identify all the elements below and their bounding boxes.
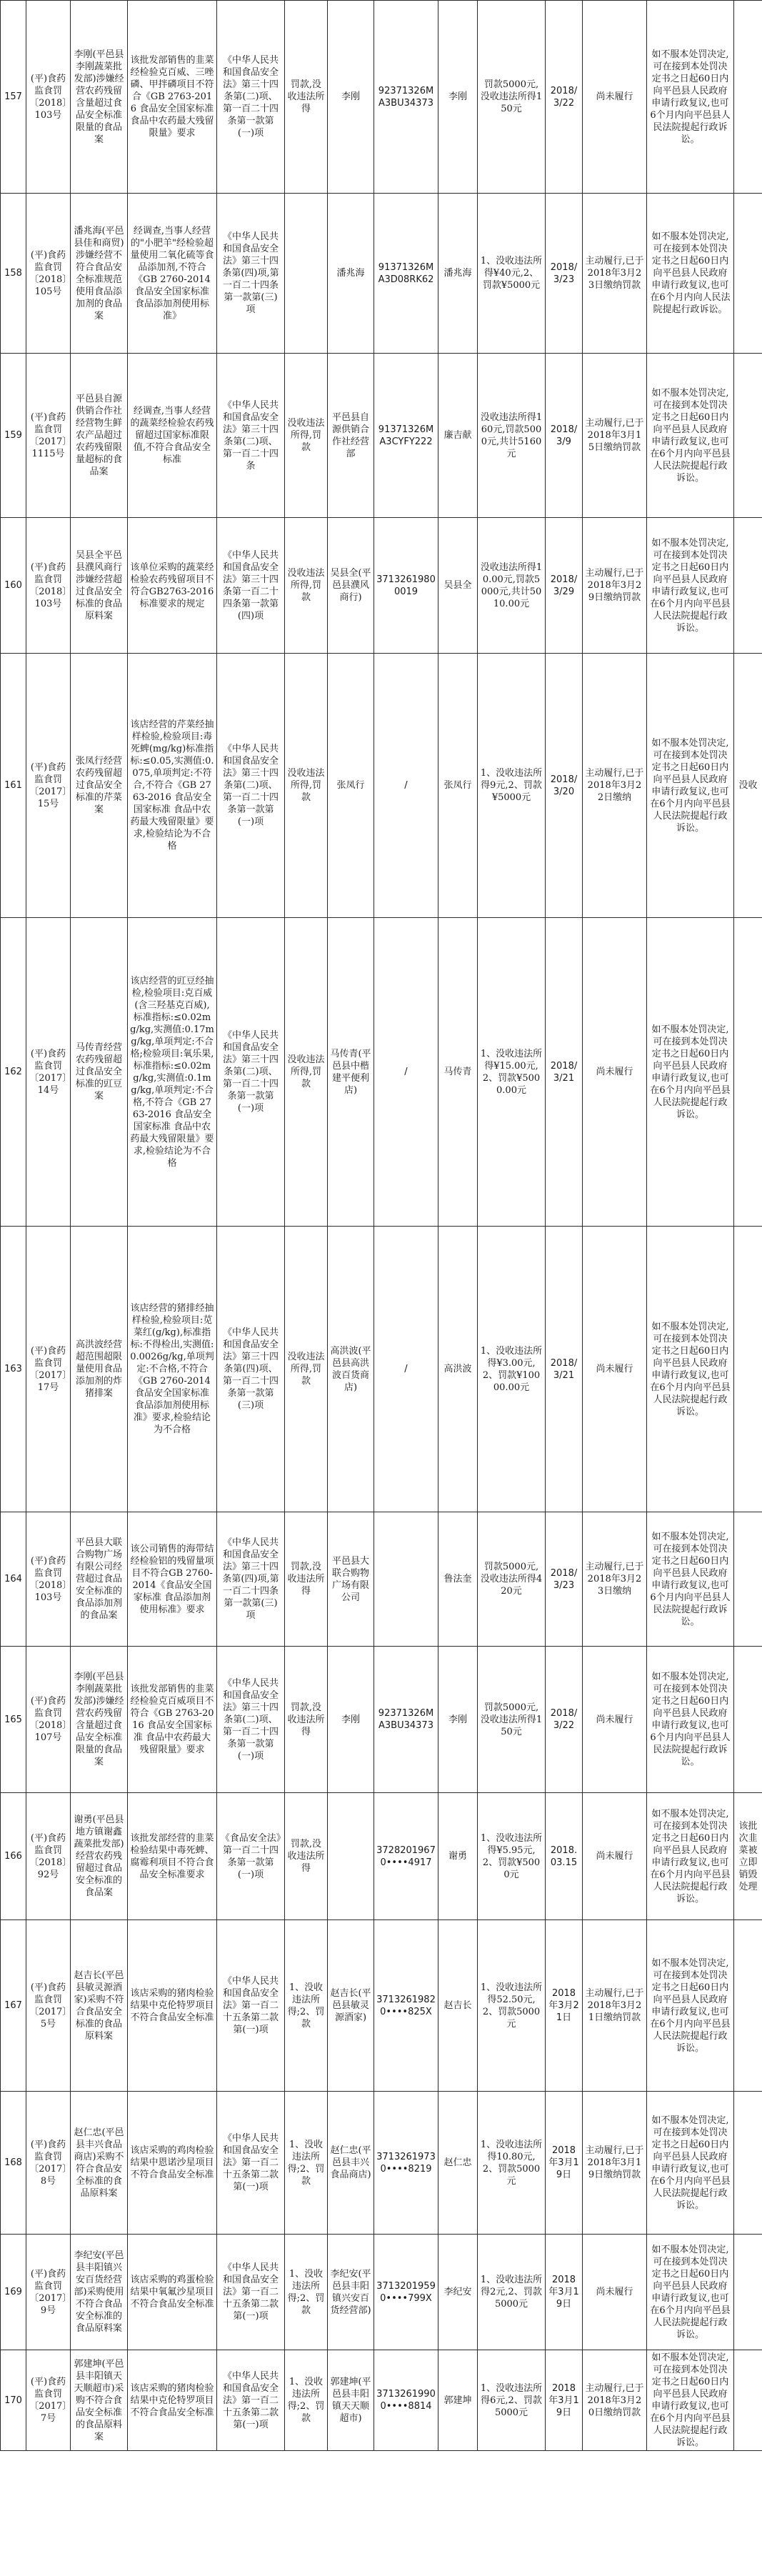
credit-code: 37132619900••••8814 — [374, 2350, 438, 2451]
execution-status: 主动履行,已于2018年3月15日缴纳罚款 — [583, 354, 647, 518]
party-name: 李纪安(平邑县丰阳镇兴安百货经营部) — [328, 2235, 374, 2350]
case-name: 马传青经营农药残留超过食品安全标准的豇豆案 — [71, 918, 128, 1227]
case-number: (平)食药监食罚〔2017〕14号 — [26, 918, 71, 1227]
penalty-content: 罚款5000元,没收违法所得150元 — [478, 1647, 546, 1793]
execution-status: 尚未履行 — [583, 1, 647, 194]
credit-code: 37132619800019 — [374, 518, 438, 654]
decision-date: 2018年3月19日 — [546, 2350, 583, 2451]
case-number: (平)食药监食罚〔2018〕103号 — [26, 518, 71, 654]
execution-status: 主动履行,已于2018年3月29日缴纳罚款 — [583, 518, 647, 654]
party-name: 李刚 — [328, 1, 374, 194]
violation-facts: 该店采购的鸡蛋检验结果中氧氟沙星项目不符合食品安全标准 — [128, 2235, 217, 2350]
execution-status: 主动履行,已于2018年3月21日缴纳罚款 — [583, 1920, 647, 2092]
penalty-type: 没收违法所得,罚款 — [285, 654, 328, 918]
row-number: 159 — [1, 354, 26, 518]
remark — [734, 518, 762, 654]
penalty-basis: 《中华人民共和国食品安全法》第三十四条第(二)项、第一百二十四条第一款第(一)项 — [217, 654, 285, 918]
remedy-notice: 如不服本处罚决定,可在接到本处罚决定书之日起60日内向平邑县人民政府申请行政复议,也可在6个月内向平邑县人民法院提起行政诉讼。 — [647, 1227, 734, 1512]
legal-person: 李纪安 — [438, 2235, 478, 2350]
penalty-basis: 《中华人民共和国食品安全法》第一百二十五条第二款第(一)项 — [217, 1920, 285, 2092]
legal-person: 李刚 — [438, 1, 478, 194]
execution-status: 尚未履行 — [583, 918, 647, 1227]
penalty-basis: 《中华人民共和国食品安全法》第三十四条第(二)项、第一百二十四条第一款第(一)项 — [217, 1647, 285, 1793]
party-name: 潘兆海 — [328, 194, 374, 354]
case-number: (平)食药监食罚〔2017〕7号 — [26, 2350, 71, 2451]
execution-status: 主动履行,已于2018年3月19日缴纳罚款 — [583, 2092, 647, 2235]
remark — [734, 1920, 762, 2092]
penalty-content: 没收违法所得10.00元,罚款5000元,共计5010.00元 — [478, 518, 546, 654]
penalty-type: 1、没收违法所得;2、罚款 — [285, 2092, 328, 2235]
legal-person: 潘兆海 — [438, 194, 478, 354]
remark — [734, 2350, 762, 2451]
credit-code: 37282019670••••4917 — [374, 1793, 438, 1920]
credit-code: 92371326MA3BU34373 — [374, 1, 438, 194]
remedy-notice: 如不服本处罚决定,可在接到本处罚决定书之日起60日内向平邑县人民政府申请行政复议,也可在6个月内向平邑县人民法院提起行政诉讼。 — [647, 2092, 734, 2235]
penalty-type: 罚款,没收违法所得 — [285, 1793, 328, 1920]
penalty-type: 1、没收违法所得;2、罚款 — [285, 2235, 328, 2350]
remark — [734, 354, 762, 518]
decision-date: 2018/3/22 — [546, 1647, 583, 1793]
row-number: 164 — [1, 1512, 26, 1647]
party-name: 赵仁忠(平邑县丰兴食品商店) — [328, 2092, 374, 2235]
case-name: 赵仁忠(平邑县丰兴食品商店)采购不符合食品安全标准的食品原料案 — [71, 2092, 128, 2235]
case-number: (平)食药监食罚〔2018〕105号 — [26, 194, 71, 354]
row-number: 160 — [1, 518, 26, 654]
table-row — [1, 1793, 762, 1920]
table-row — [1, 194, 762, 354]
case-number: (平)食药监食罚〔2017〕1115号 — [26, 354, 71, 518]
violation-facts: 该公司销售的海带结经检验铝的残留量项目不符合GB 2760-2014《食品安全国家标准 食品添加剂使用标准》要求 — [128, 1512, 217, 1647]
violation-facts: 该批发部销售的韭菜经检验克百威、三唑磷、甲拌磷项目不符合《GB 2763-2016 食品安全国家标准 食品中农药最大残留限量》要求 — [128, 1, 217, 194]
legal-person: 鲁法奎 — [438, 1512, 478, 1647]
penalty-content: 1、没收违法所得52.50元,2、罚款5000元 — [478, 1920, 546, 2092]
violation-facts: 该店采购的猪肉检验结果中克伦特罗项目不符合食品安全标准 — [128, 1920, 217, 2092]
party-name: 吴县全(平邑县濮风商行) — [328, 518, 374, 654]
row-number: 166 — [1, 1793, 26, 1920]
decision-date: 2018/3/21 — [546, 918, 583, 1227]
penalty-type: 1、没收违法所得;2、罚款 — [285, 1920, 328, 2092]
remark — [734, 1512, 762, 1647]
violation-facts: 经调查,当事人经营的蔬菜经检验农药残留超过国家标准限值,不符合食品安全标准 — [128, 354, 217, 518]
penalty-content: 没收违法所得160元,罚款5000元,共计5160元 — [478, 354, 546, 518]
penalty-content: 罚款5000元,没收违法所得150元 — [478, 1, 546, 194]
party-name: 李刚 — [328, 1647, 374, 1793]
violation-facts: 该店经营的猪排经抽样检验,检验项目:苋菜红(g/kg),标准指标:不得检出,实测值:0.0026g/kg,单项判定:不合格,不符合《GB 2760-2014 食品安全国家标准 食品添加剂使用标准》要求,检验结论为不合格 — [128, 1227, 217, 1512]
violation-facts: 该店经营的芹菜经抽样检验,检验项目:毒死蜱(mg/kg)标准指标:≤0.05,实测值:0.075,单项判定:不符合,不符合《GB 2763-2016 食品安全国家标准 食品中农药最大残留限量》要求,检验结论为不合格 — [128, 654, 217, 918]
row-number: 158 — [1, 194, 26, 354]
penalty-type: 罚款,没收违法所得 — [285, 1647, 328, 1793]
remedy-notice: 如不服本处罚决定,可在接到本处罚决定书之日起60日内向平邑县人民政府申请行政复议,也可在6个月内向平邑县人民法院提起行政诉讼。 — [647, 2235, 734, 2350]
remark — [734, 1, 762, 194]
credit-code: / — [374, 654, 438, 918]
penalty-content: 1、没收违法所得9元,2、罚款¥5000元 — [478, 654, 546, 918]
decision-date: 2018/3/29 — [546, 518, 583, 654]
legal-person: 谢勇 — [438, 1793, 478, 1920]
legal-person: 赵吉长 — [438, 1920, 478, 2092]
table-row — [1, 1, 762, 194]
case-name: 平邑县大联合购物广场有限公司经营超过食品安全标准的食品添加剂的食品案 — [71, 1512, 128, 1647]
penalty-basis: 《中华人民共和国食品安全法》第一百二十五条第二款第(一)项 — [217, 2092, 285, 2235]
case-number: (平)食药监食罚〔2017〕8号 — [26, 2092, 71, 2235]
remark: 没收 — [734, 654, 762, 918]
remark — [734, 918, 762, 1227]
execution-status: 尚未履行 — [583, 1227, 647, 1512]
remedy-notice: 如不服本处罚决定,可在接到本处罚决定书之日起60日内向平邑县人民政府申请行政复议,也可在6个月内向平邑县人民法院提起行政诉讼。 — [647, 2350, 734, 2451]
penalty-content: 罚款5000元,没收违法所得420元 — [478, 1512, 546, 1647]
row-number: 162 — [1, 918, 26, 1227]
violation-facts: 该店经营的豇豆经抽检,检验项目:克百威(含三羟基克百威),标准指标:≤0.02mg/kg,实测值:0.17mg/kg,单项判定:不合格;检验项目:氧乐果,标准指标:≤0.02mg/kg,实测值:0.1mg/kg,单项判定:不合格,不符合《GB 2763-2016 食品安全国家标准 食品中农药最大残留限量》要求,检验结论为不合格 — [128, 918, 217, 1227]
legal-person: 吴县全 — [438, 518, 478, 654]
decision-date: 2018/3/21 — [546, 1227, 583, 1512]
party-name: 高洪波(平邑县高洪波百货商店) — [328, 1227, 374, 1512]
remedy-notice: 如不服本处罚决定,可在接到本处罚决定书之日起60日内向平邑县人民政府申请行政复议,也可在6个月内向人民法院提起行政诉讼。 — [647, 194, 734, 354]
remark — [734, 2235, 762, 2350]
table-row — [1, 654, 762, 918]
remark — [734, 194, 762, 354]
case-name: 吴县全平邑县濮风商行涉嫌经营超过食品安全标准的食品原料案 — [71, 518, 128, 654]
remedy-notice: 如不服本处罚决定,可在接到本处罚决定书之日起60日内向平邑县人民政府申请行政复议,也可在6个月内向平邑县人民法院提起行政诉讼。 — [647, 918, 734, 1227]
penalty-content: 1、没收违法所得¥3.00元,2、罚款¥10000.00元 — [478, 1227, 546, 1512]
legal-person: 李刚 — [438, 1647, 478, 1793]
penalty-type: 没收违法所得,罚款 — [285, 918, 328, 1227]
party-name: 赵吉长(平邑县敏灵源酒家) — [328, 1920, 374, 2092]
case-number: (平)食药监食罚〔2018〕103号 — [26, 1512, 71, 1647]
case-number: (平)食药监食罚〔2018〕107号 — [26, 1647, 71, 1793]
decision-date: 2018/3/20 — [546, 654, 583, 918]
violation-facts: 该批发部经营的韭菜检验结果中毒死蜱、腐霉利项目不符合食品安全标准要求 — [128, 1793, 217, 1920]
case-number: (平)食药监食罚〔2017〕5号 — [26, 1920, 71, 2092]
table-row — [1, 1647, 762, 1793]
case-name: 潘兆海(平邑县佳和商贸)涉嫌经营不符合食品安全标准规范使用食品添加剂的食品案 — [71, 194, 128, 354]
execution-status: 尚未履行 — [583, 1647, 647, 1793]
penalty-content: 1、没收违法所得6元,2、罚款5000元 — [478, 2350, 546, 2451]
row-number: 170 — [1, 2350, 26, 2451]
party-name: 平邑县自源供销合作社经营部 — [328, 354, 374, 518]
penalty-type: 没收违法所得,罚款 — [285, 1227, 328, 1512]
penalty-basis: 《中华人民共和国食品安全法》第三十四条第(四)项,第一百二十四条第一款第(三)项 — [217, 1512, 285, 1647]
penalty-basis: 《中华人民共和国食品安全法》第一百二十五条第二款第(一)项 — [217, 2350, 285, 2451]
penalty-type: 罚款,没收违法所得 — [285, 1512, 328, 1647]
penalty-basis: 《中华人民共和国食品安全法》第三十四条第(二)项、第一百二十四条第一款第(一)项 — [217, 918, 285, 1227]
table-row — [1, 518, 762, 654]
violation-facts: 该单位采购的蔬菜经检验农药残留项目不符合GB2763-2016标准要求的规定 — [128, 518, 217, 654]
remedy-notice: 如不服本处罚决定,可在接到本处罚决定书之日起60日内向平邑县人民政府申请行政复议,也可在6个月内向平邑县人民法院提起行政诉讼。 — [647, 518, 734, 654]
legal-person: 赵仁忠 — [438, 2092, 478, 2235]
penalty-type — [285, 194, 328, 354]
table-row — [1, 1512, 762, 1647]
case-name: 李纪安(平邑县丰阳镇兴安百货经营部)采购使用不符合食品安全标准的食品原料案 — [71, 2235, 128, 2350]
case-name: 李刚(平邑县李刚蔬菜批发部)涉嫌经营农药残留含量超过食品安全标准限量的食品案 — [71, 1647, 128, 1793]
table-row — [1, 2092, 762, 2235]
credit-code: / — [374, 918, 438, 1227]
credit-code: 91371326MA3D08RK62 — [374, 194, 438, 354]
case-number: (平)食药监食罚〔2017〕15号 — [26, 654, 71, 918]
row-number: 167 — [1, 1920, 26, 2092]
case-name: 高洪波经营超范围超限量使用食品添加剂的炸猪排案 — [71, 1227, 128, 1512]
penalty-basis: 《中华人民共和国食品安全法》第三十四条第(四)项、第一百二十四条第一款第(三)项 — [217, 1227, 285, 1512]
credit-code: / — [374, 1227, 438, 1512]
table-row — [1, 1920, 762, 2092]
remedy-notice: 如不服本处罚决定,可在接到本处罚决定书之日起60日内向平邑县人民政府申请行政复议,也可在6个月内向平邑县人民法院提起行政诉讼。 — [647, 1920, 734, 2092]
penalty-basis: 《中华人民共和国食品安全法》第三十四条第一百二十四条第一款第(四)项 — [217, 518, 285, 654]
decision-date: 2018年3月19日 — [546, 2235, 583, 2350]
penalty-type: 没收违法所得,罚款 — [285, 518, 328, 654]
table-row — [1, 2350, 762, 2451]
decision-date: 2018/3/23 — [546, 194, 583, 354]
row-number: 169 — [1, 2235, 26, 2350]
party-name: 张凤行 — [328, 654, 374, 918]
table-row — [1, 2235, 762, 2350]
case-name: 张凤行经营农药残留超过食品安全标准的芹菜案 — [71, 654, 128, 918]
penalty-basis: 《中华人民共和国食品安全法》第三十四条第(二)项、第一百二十四条 — [217, 354, 285, 518]
decision-date: 2018.03.15 — [546, 1793, 583, 1920]
legal-person: 马传青 — [438, 918, 478, 1227]
legal-person: 高洪波 — [438, 1227, 478, 1512]
penalty-type: 没收违法所得,罚款 — [285, 354, 328, 518]
penalty-basis: 《中华人民共和国食品安全法》第一百二十五条第二款第(一)项 — [217, 2235, 285, 2350]
violation-facts: 该批发部销售的韭菜经检验克百威项目不符合《GB 2763-2016 食品安全国家标准 食品中农药最大残留限量》要求 — [128, 1647, 217, 1793]
decision-date: 2018/3/22 — [546, 1, 583, 194]
remark — [734, 1647, 762, 1793]
credit-code: 37132019590••••799X — [374, 2235, 438, 2350]
penalty-basis: 《中华人民共和国食品安全法》第三十四条第(四)项,第一百二十四条第一款第(三)项 — [217, 194, 285, 354]
party-name: 郭建坤(平邑县丰阳镇天天顺超市) — [328, 2350, 374, 2451]
decision-date: 2018/3/9 — [546, 354, 583, 518]
row-number: 161 — [1, 654, 26, 918]
credit-code: 37132619820••••825X — [374, 1920, 438, 2092]
violation-facts: 该店采购的鸡肉检验结果中恩诺沙星项目不符合食品安全标准 — [128, 2092, 217, 2235]
penalty-type: 1、没收违法所得;2、罚款 — [285, 2350, 328, 2451]
penalty-content: 1、没收违法所得¥15.00元,2、罚款¥5000.00元 — [478, 918, 546, 1227]
table-row — [1, 918, 762, 1227]
violation-facts: 经调查,当事人经营的"小肥羊"经检验超量使用二氧化硫等食品添加剂,不符合《GB 2760-2014 食品安全国家标准 食品添加剂使用标准》 — [128, 194, 217, 354]
remark: 该批次韭菜被立即销毁处理 — [734, 1793, 762, 1920]
credit-code: 91371326MA3CYFY222 — [374, 354, 438, 518]
credit-code — [374, 1512, 438, 1647]
party-name: 马传青(平邑县中楷建平便利店) — [328, 918, 374, 1227]
penalty-content: 1、没收违法所得¥40元,2、罚款¥5000元 — [478, 194, 546, 354]
remedy-notice: 如不服本处罚决定,可在接到本处罚决定书之日起60日内向平邑县人民政府申请行政复议,也可6个月内向平邑县人民法院提起行政诉讼。 — [647, 1647, 734, 1793]
case-number: (平)食药监食罚〔2018〕103号 — [26, 1, 71, 194]
row-number: 157 — [1, 1, 26, 194]
remedy-notice: 如不服本处罚决定,可在接到本处罚决定书之日起60日内向平邑县人民政府申请行政复议,也可6个月内向平邑县人民法院提起行政诉讼。 — [647, 1, 734, 194]
penalty-content: 1、没收违法所得2元,2、罚款5000元 — [478, 2235, 546, 2350]
row-number: 163 — [1, 1227, 26, 1512]
table-row — [1, 354, 762, 518]
penalty-content: 1、没收违法所得¥5.95元,2、罚款¥5000元 — [478, 1793, 546, 1920]
remedy-notice: 如不服本处罚决定,可在接到本处罚决定书之日起60日内向平邑县人民政府申请行政复议,也可在6个月内向平邑县人民法院提起行政诉讼。 — [647, 354, 734, 518]
decision-date: 2018年3月21日 — [546, 1920, 583, 2092]
remedy-notice: 如不服本处罚决定,可在接到本处罚决定书之日起60日内向平邑县人民政府申请行政复议,也可6个月内向平邑县人民法院提起行政诉讼。 — [647, 1512, 734, 1647]
penalty-basis: 《中华人民共和国食品安全法》第三十四条第(二)项、第一百二十四条第一款第(一)项 — [217, 1, 285, 194]
case-name: 赵吉长(平邑县敏灵源酒家)采购不符合食品安全标准的食品原料案 — [71, 1920, 128, 2092]
row-number: 165 — [1, 1647, 26, 1793]
penalty-type: 罚款,没收违法所得 — [285, 1, 328, 194]
decision-date: 2018年3月19日 — [546, 2092, 583, 2235]
execution-status: 尚未履行 — [583, 2235, 647, 2350]
case-number: (平)食药监食罚〔2017〕17号 — [26, 1227, 71, 1512]
remark — [734, 2092, 762, 2235]
row-number: 168 — [1, 2092, 26, 2235]
case-name: 李刚(平邑县李刚蔬菜批发部)涉嫌经营农药残留含量超过食品安全标准限量的食品案 — [71, 1, 128, 194]
table-row — [1, 1227, 762, 1512]
violation-facts: 该店采购的猪肉检验结果中克伦特罗项目不符合食品安全标准 — [128, 2350, 217, 2451]
credit-code: 37132619730••••8219 — [374, 2092, 438, 2235]
execution-status: 主动履行,已于2018年3月23日缴纳罚款 — [583, 194, 647, 354]
execution-status: 主动履行,已于2018年3月20日缴纳罚款 — [583, 2350, 647, 2451]
case-name: 平邑县自源供销合作社经营物生鲜农产品超过农药残留限量超标的食品案 — [71, 354, 128, 518]
case-name: 谢勇(平邑县地方镇谢鑫蔬菜批发部)经营农药残留超过食品安全标准的食品案 — [71, 1793, 128, 1920]
execution-status: 主动履行,已于2018年3月22日缴纳 — [583, 654, 647, 918]
case-number: (平)食药监食罚〔2017〕9号 — [26, 2235, 71, 2350]
legal-person: 郭建坤 — [438, 2350, 478, 2451]
case-number: (平)食药监食罚〔2018〕92号 — [26, 1793, 71, 1920]
penalty-basis: 《食品安全法》第一百二十四条第一款第(一)项 — [217, 1793, 285, 1920]
legal-person: 张凤行 — [438, 654, 478, 918]
credit-code: 92371326MA3BU34373 — [374, 1647, 438, 1793]
decision-date: 2018/3/23 — [546, 1512, 583, 1647]
remedy-notice: 如不服本处罚决定,可在接到本处罚决定书之日起60日内向平邑县人民政府申请行政复议,也可在6个月内向平邑县人民法院提起行政诉讼。 — [647, 1793, 734, 1920]
legal-person: 廉吉献 — [438, 354, 478, 518]
remedy-notice: 如不服本处罚决定,可在接到本处罚决定书之日起60日内向平邑县人民政府申请行政复议,也可在6个月内向平邑县人民法院提起行政诉讼。 — [647, 654, 734, 918]
execution-status: 主动履行,已于2018年3月23日缴纳 — [583, 1512, 647, 1647]
execution-status: 尚未履行 — [583, 1793, 647, 1920]
penalty-content: 1、没收违法所得10.80元,2、罚款5000元 — [478, 2092, 546, 2235]
remark — [734, 1227, 762, 1512]
party-name — [328, 1793, 374, 1920]
case-name: 郭建坤(平邑县丰阳镇天天顺超市)采购不符合食品安全标准的食品原料案 — [71, 2350, 128, 2451]
party-name: 平邑县大联合购物广场有限公司 — [328, 1512, 374, 1647]
